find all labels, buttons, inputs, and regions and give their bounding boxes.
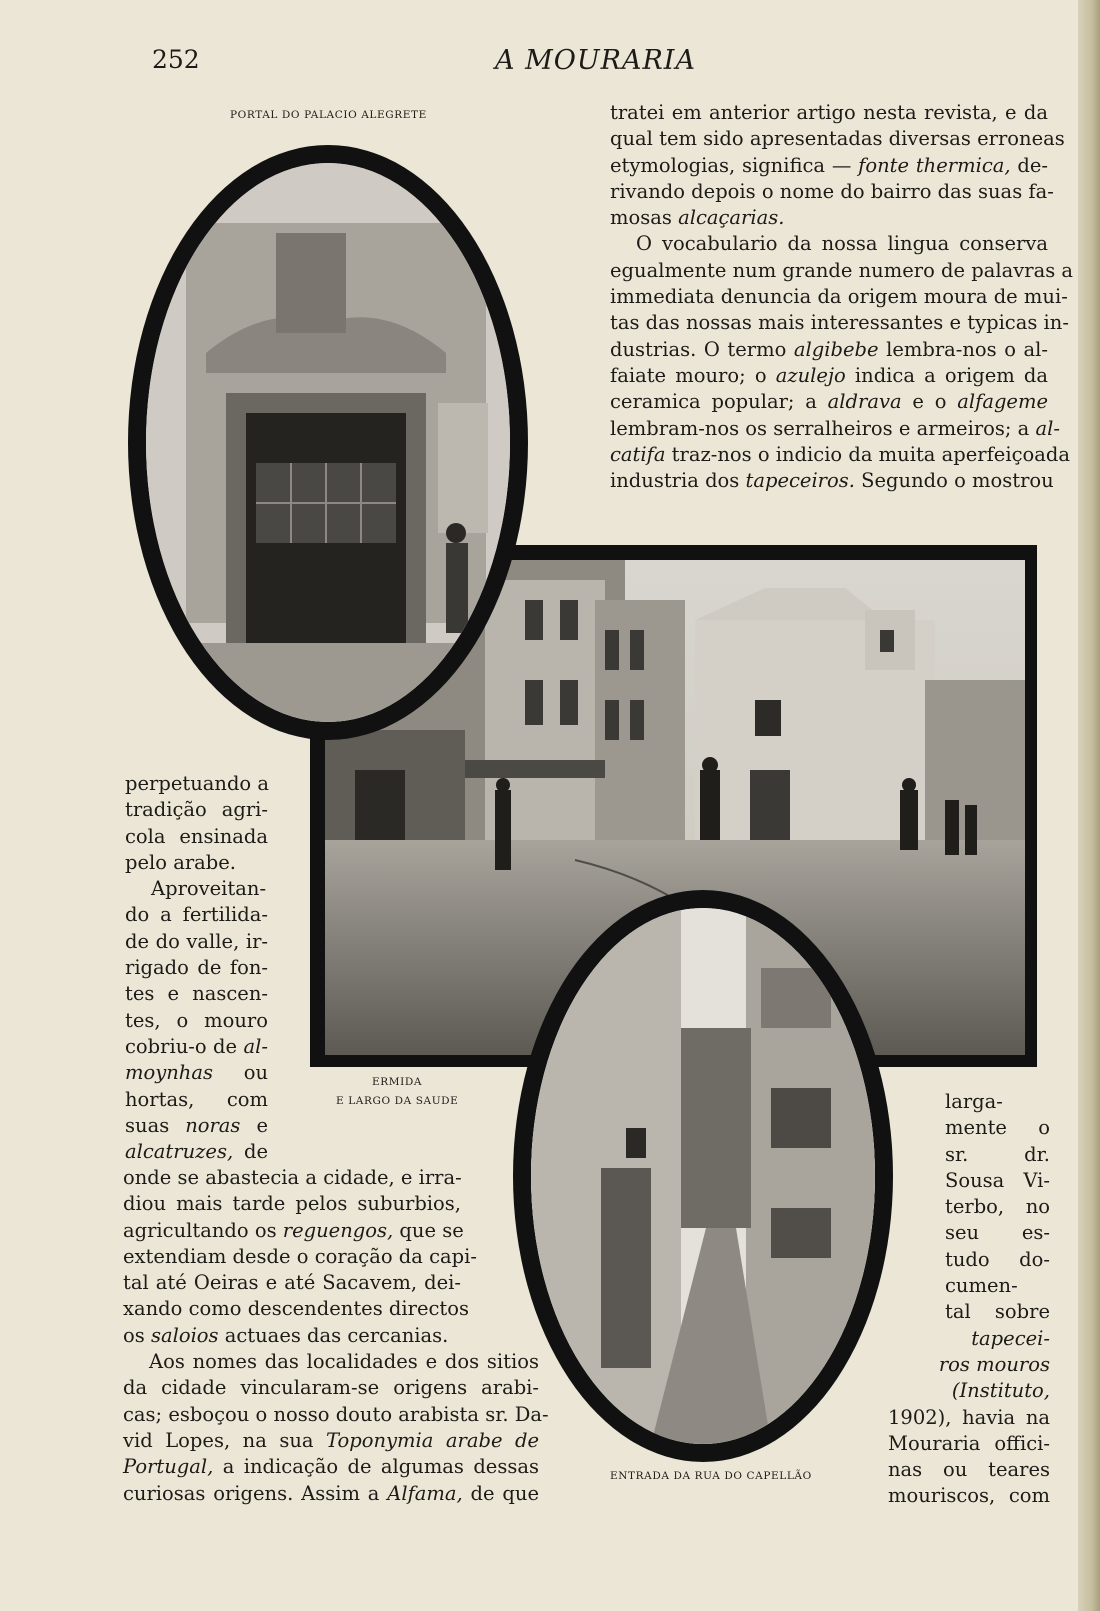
text-line: pelo arabe. — [125, 850, 236, 874]
text-line: seu es- — [945, 1221, 1050, 1245]
column-right-top — [610, 100, 1074, 494]
portal-photo-image — [146, 163, 510, 722]
portal-photo-frame — [128, 145, 528, 740]
column-right-narrow — [860, 1089, 1050, 1510]
text-line: onde se abastecia a cidade, e irra- — [123, 1166, 462, 1189]
text-line: (Instituto, — [951, 1379, 1050, 1403]
text-line: tapecei- — [971, 1326, 1050, 1350]
text-line: Aos nomes das localidades e dos sitios — [149, 1350, 539, 1374]
text-line: tal até Oeiras e até Sacavem, dei- — [123, 1271, 461, 1295]
text-line: diou mais tarde pelos suburbios, — [123, 1192, 461, 1216]
text-line: faiate mouro; o azulejo indica a origem da — [610, 363, 1048, 387]
text-line: rigado de fon- — [125, 956, 268, 980]
text-line: terbo, no — [945, 1195, 1050, 1219]
text-line: egualmente num grande numero de palavras a — [610, 258, 1074, 282]
text-line: vid Lopes, na sua Toponymia arabe de — [123, 1428, 540, 1452]
text-line: extendiam desde o coração da capi- — [123, 1244, 477, 1268]
text-line: da cidade vincularam-se origens arabi- — [123, 1376, 539, 1400]
caption-capellao: ENTRADA DA RUA DO CAPELLÃO — [610, 1470, 812, 1482]
text-line: tudo do- — [945, 1247, 1050, 1271]
text-line: mente o — [945, 1116, 1050, 1140]
capellao-photo-frame — [513, 890, 893, 1462]
text-line: larga- — [945, 1090, 1003, 1113]
text-line: industria dos tapeceiros. Segundo o mostrou — [610, 469, 1054, 493]
text-line: tal sobre — [945, 1300, 1050, 1324]
page-edge-shadow — [1078, 0, 1100, 1611]
text-line: dustrias. O termo algibebe lembra-nos o al- — [610, 337, 1048, 361]
text-line: tradição agri- — [125, 798, 268, 822]
running-head: A MOURARIA — [495, 45, 696, 76]
caption-ermida-line1: ERMIDA — [372, 1076, 423, 1088]
caption-ermida-line2: E LARGO DA SAUDE — [336, 1095, 459, 1107]
text-line: mosas alcaçarias. — [610, 206, 785, 230]
text-line: nas ou teares — [888, 1458, 1050, 1482]
text-line: alcatruzes, de — [125, 1140, 268, 1164]
text-line: tes e nascen- — [125, 982, 268, 1006]
text-line: do a fertilida- — [125, 903, 268, 927]
text-line: 1902), havia na — [888, 1405, 1050, 1429]
text-line: de do valle, ir- — [125, 929, 268, 953]
text-line: xando como descendentes directos — [123, 1297, 469, 1321]
text-line: tes, o mouro — [125, 1008, 268, 1032]
text-line: Sousa Vi- — [945, 1168, 1050, 1192]
capellao-photo-image — [531, 908, 875, 1444]
text-line: sr. dr. — [945, 1142, 1050, 1166]
text-line: Mouraria offici- — [888, 1431, 1050, 1455]
text-line: immediata denuncia da origem moura de mui- — [610, 285, 1068, 309]
text-line: cumen- — [945, 1274, 1018, 1298]
text-line: hortas, com — [125, 1087, 268, 1111]
text-line: O vocabulario da nossa lingua conserva — [636, 232, 1048, 256]
column-left-wide — [123, 1165, 548, 1507]
text-line: ros mouros — [938, 1352, 1050, 1376]
text-line: perpetuando a — [125, 772, 269, 795]
text-line: curiosas origens. Assim a Alfama, de que — [123, 1481, 539, 1505]
text-line: os saloios actuaes das cercanias. — [123, 1323, 449, 1347]
text-line: mouriscos, com — [888, 1484, 1050, 1508]
text-line: agricultando os reguengos, que se — [123, 1218, 464, 1242]
text-line: catifa traz-nos o indicio da muita aperfeiçoada — [610, 442, 1070, 466]
text-line: Portugal, a indicação de algumas dessas — [123, 1455, 539, 1479]
text-line: rivando depois o nome do bairro das suas fa- — [610, 179, 1054, 203]
text-line: tas das nossas mais interessantes e typicas in- — [610, 311, 1069, 335]
column-left-narrow — [125, 771, 268, 1165]
text-line: suas noras e — [125, 1113, 268, 1137]
page-number: 252 — [152, 45, 200, 74]
text-line: cola ensinada — [125, 824, 268, 848]
text-line: cas; esboçou o nosso douto arabista sr. Da- — [123, 1402, 549, 1426]
text-line: qual tem sido apresentadas diversas erroneas — [610, 127, 1065, 151]
text-line: etymologias, significa — fonte thermica, de- — [610, 153, 1048, 177]
text-line: ceramica popular; a aldrava e o alfageme — [610, 390, 1048, 414]
caption-portal: PORTAL DO PALACIO ALEGRETE — [230, 109, 427, 121]
text-line: cobriu-o de al- — [125, 1034, 268, 1058]
text-line: moynhas ou — [125, 1061, 268, 1085]
text-line: tratei em anterior artigo nesta revista, e da — [610, 101, 1048, 124]
text-line: lembram-nos os serralheiros e armeiros; a al- — [610, 416, 1060, 440]
text-line: Aproveitan- — [151, 877, 267, 901]
